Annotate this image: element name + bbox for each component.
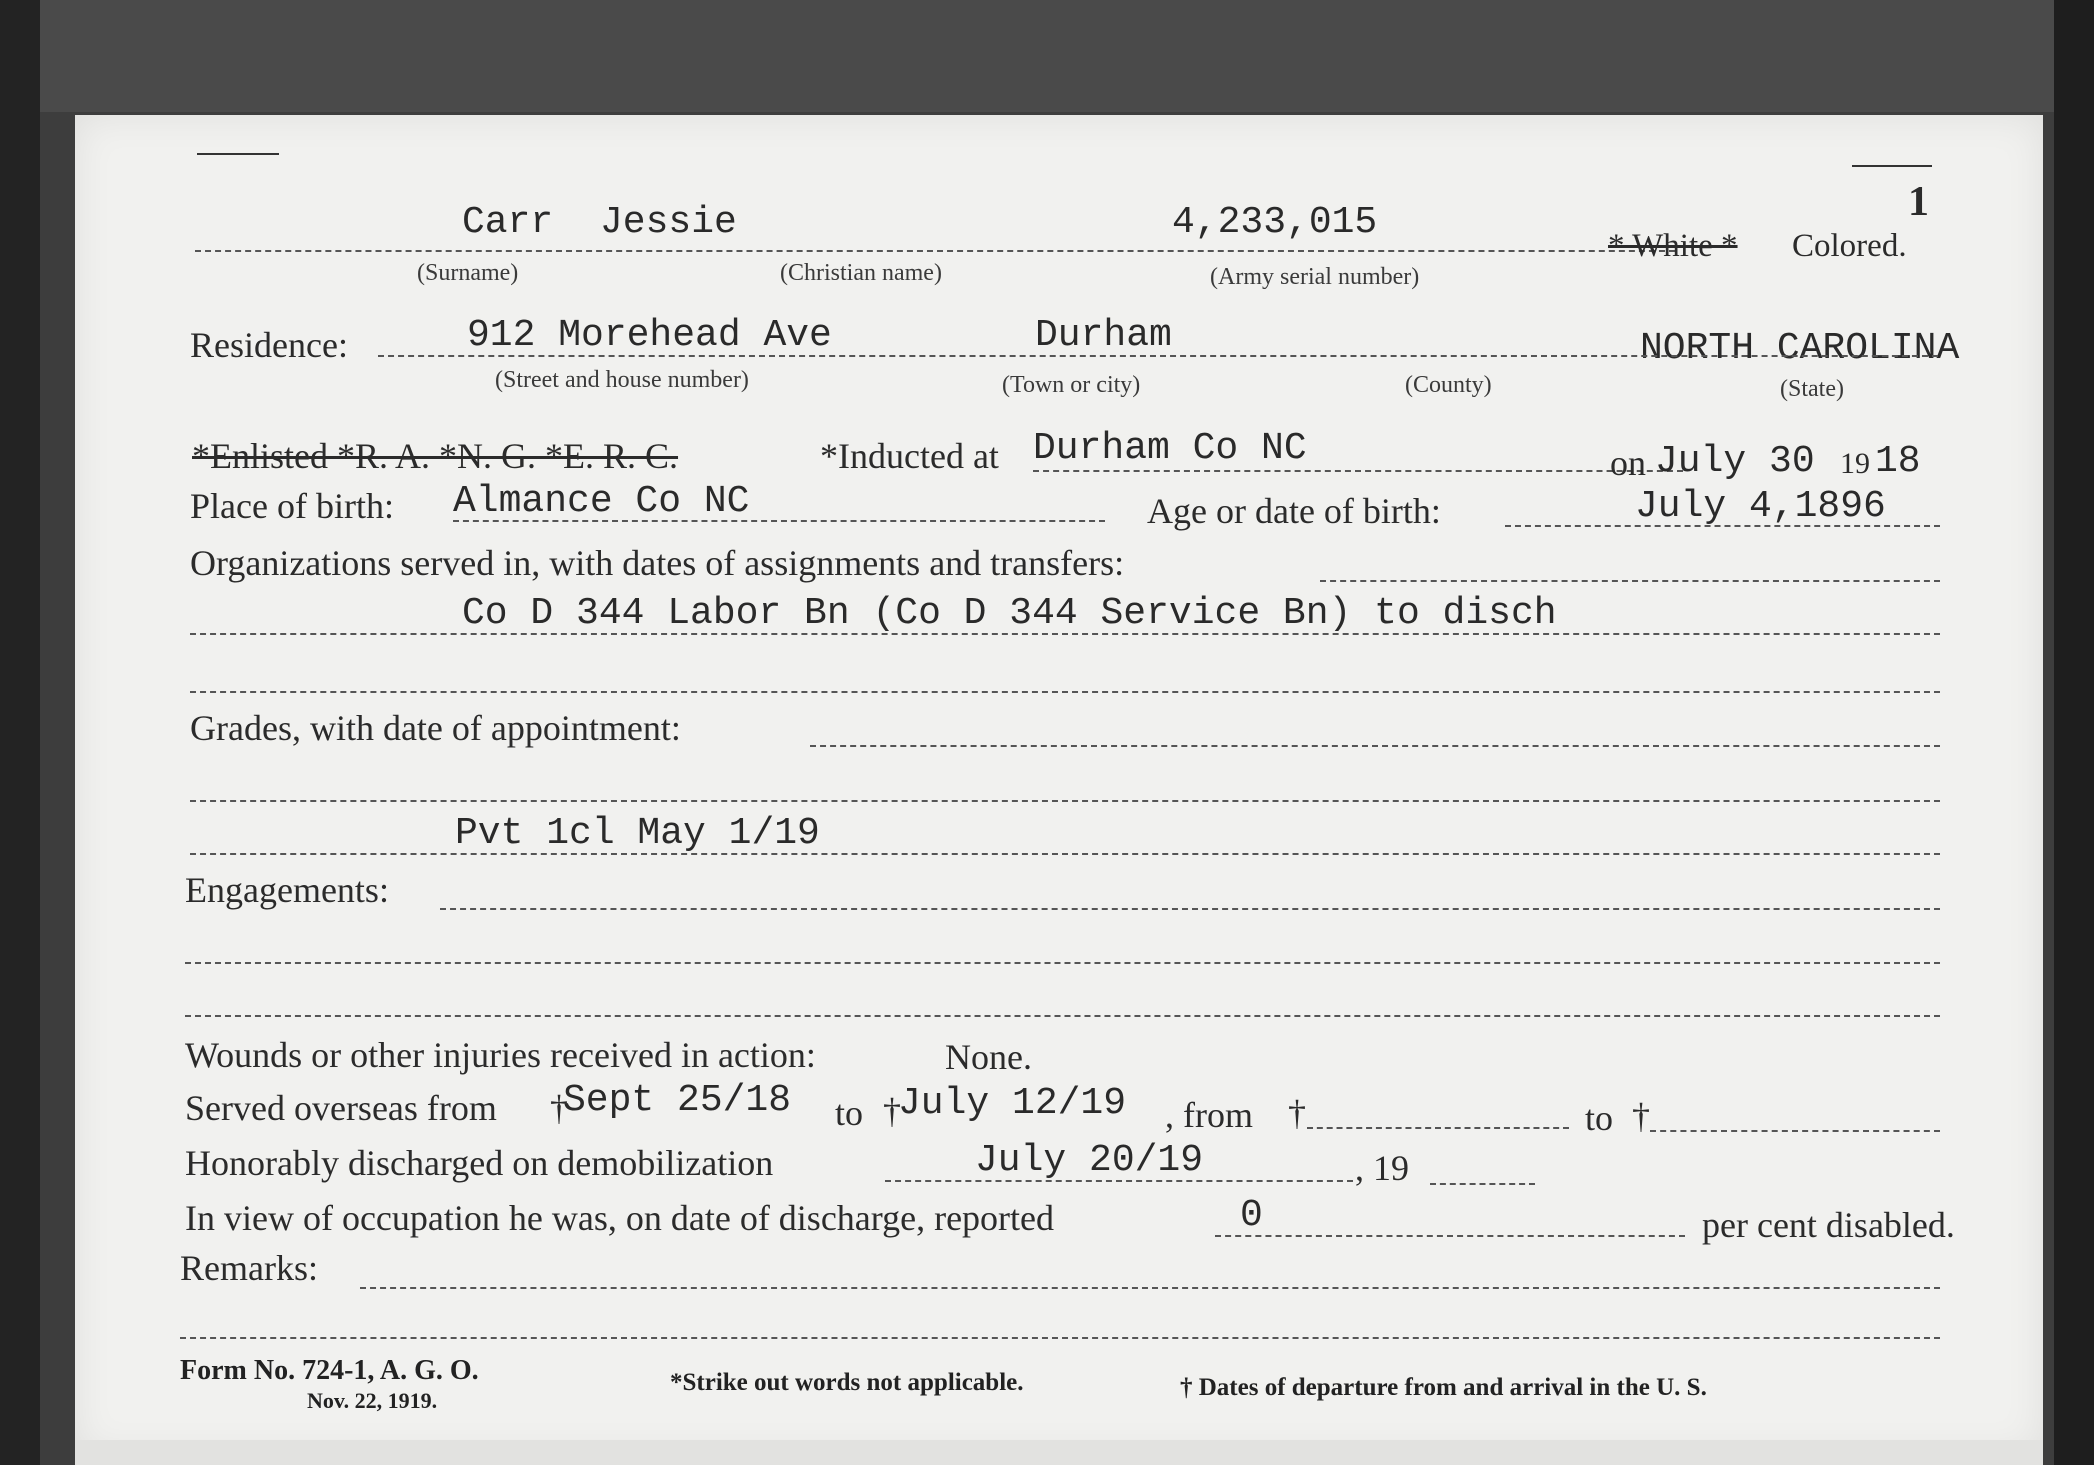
overseas-label: Served overseas from	[185, 1088, 497, 1128]
wounds-label: Wounds or other injuries received in action:	[185, 1035, 816, 1075]
caption-town: (Town or city)	[1002, 372, 1141, 398]
enlisted-struck: *Enlisted *R. A. *N. G. *E. R. C.	[192, 436, 679, 476]
caption-county: (County)	[1405, 372, 1492, 398]
scanner-edge-right	[2054, 0, 2094, 1465]
grades-value: Pvt 1cl May 1/19	[455, 812, 820, 855]
birth-place-label: Place of birth:	[190, 486, 394, 526]
caption-surname: (Surname)	[417, 260, 519, 286]
disability-line	[1215, 1235, 1685, 1237]
name-line	[195, 250, 1675, 252]
organizations-line-2	[190, 633, 1940, 635]
footer-note-strike: *Strike out words not applicable.	[670, 1369, 1024, 1396]
residence-town: Durham	[1035, 314, 1172, 357]
induction-on-label: on	[1610, 443, 1646, 483]
race-struck: * White *	[1608, 228, 1738, 264]
card-number: 1	[1908, 179, 1929, 225]
residence-line	[378, 355, 1938, 357]
form-number: Form No. 724-1, A. G. O.	[180, 1355, 479, 1386]
service-record-card	[75, 115, 2043, 1455]
scanner-background	[0, 0, 2094, 112]
engagements-label: Engagements:	[185, 870, 389, 910]
organizations-label: Organizations served in, with dates of assignments and transfers:	[190, 543, 1125, 583]
grades-line-2	[190, 800, 1940, 802]
birth-date-line	[1505, 525, 1940, 527]
organizations-value: Co D 344 Labor Bn (Co D 344 Service Bn) to disch	[462, 592, 1557, 635]
grades-label: Grades, with date of appointment:	[190, 708, 681, 748]
caption-state: (State)	[1780, 376, 1844, 402]
surname-value: Carr	[462, 201, 554, 244]
scanner-edge-left	[0, 0, 40, 1465]
christian-name-value: Jessie	[600, 201, 737, 244]
birth-place-line	[453, 520, 1105, 522]
organizations-line-3	[190, 691, 1940, 693]
discharge-year-prefix: , 19	[1355, 1148, 1409, 1188]
residence-state: NORTH CAROLINA	[1640, 327, 1960, 370]
induction-line	[1033, 470, 1683, 472]
caption-christian-name: (Christian name)	[780, 260, 942, 286]
serial-number-value: 4,233,015	[1172, 201, 1378, 244]
grades-line-3	[190, 853, 1940, 855]
card-bottom-edge	[75, 1440, 2043, 1465]
discharge-label: Honorably discharged on demobilization	[185, 1143, 774, 1183]
caption-serial-number: (Army serial number)	[1210, 264, 1420, 290]
overseas-from2-line	[1307, 1127, 1569, 1129]
discharge-date: July 20/19	[975, 1139, 1204, 1182]
disability-suffix: per cent disabled.	[1702, 1205, 1955, 1245]
residence-label: Residence:	[190, 325, 348, 365]
overseas-to2-line	[1650, 1130, 1940, 1132]
overseas-to-dagger: †	[883, 1091, 901, 1131]
induction-year: 18	[1875, 440, 1921, 483]
top-left-rule	[197, 153, 279, 155]
caption-street: (Street and house number)	[495, 367, 749, 393]
disability-value: 0	[1240, 1194, 1263, 1237]
overseas-to2-label: to	[1585, 1098, 1614, 1138]
remarks-line-2	[180, 1337, 1940, 1339]
overseas-to2-dagger: †	[1632, 1096, 1650, 1136]
organizations-line-1	[1320, 580, 1940, 582]
residence-street: 912 Morehead Ave	[467, 314, 832, 357]
engagements-line-2	[185, 962, 1940, 964]
grades-line-1	[810, 745, 1940, 747]
race-colored: Colored.	[1792, 228, 1907, 264]
overseas-to-label: to	[835, 1093, 864, 1133]
overseas-from2-label: , from	[1165, 1095, 1253, 1135]
wounds-value: None.	[945, 1037, 1032, 1077]
birth-date: July 4,1896	[1635, 485, 1886, 528]
remarks-line-1	[360, 1287, 1940, 1289]
top-right-rule	[1852, 165, 1932, 167]
overseas-from2-dagger: †	[1288, 1093, 1306, 1133]
inducted-at-label: *Inducted at	[820, 436, 999, 476]
induction-place: Durham Co NC	[1033, 427, 1307, 470]
overseas-to-date: July 12/19	[898, 1082, 1127, 1125]
engagements-line-3	[185, 1015, 1940, 1017]
birth-date-label: Age or date of birth:	[1147, 491, 1441, 531]
engagements-line-1	[440, 908, 1940, 910]
overseas-from-dagger: †	[550, 1088, 568, 1128]
birth-place: Almance Co NC	[453, 480, 750, 523]
discharge-year-line	[1430, 1183, 1535, 1185]
form-date: Nov. 22, 1919.	[307, 1388, 438, 1413]
footer-note-dates: † Dates of departure from and arrival in the U. S.	[1180, 1374, 1707, 1401]
disability-label: In view of occupation he was, on date of discharge, reported	[185, 1198, 1055, 1238]
induction-year-prefix: 19	[1840, 447, 1870, 480]
induction-date: July 30	[1655, 440, 1815, 483]
overseas-from-date: Sept 25/18	[563, 1079, 792, 1122]
remarks-label: Remarks:	[180, 1248, 318, 1288]
